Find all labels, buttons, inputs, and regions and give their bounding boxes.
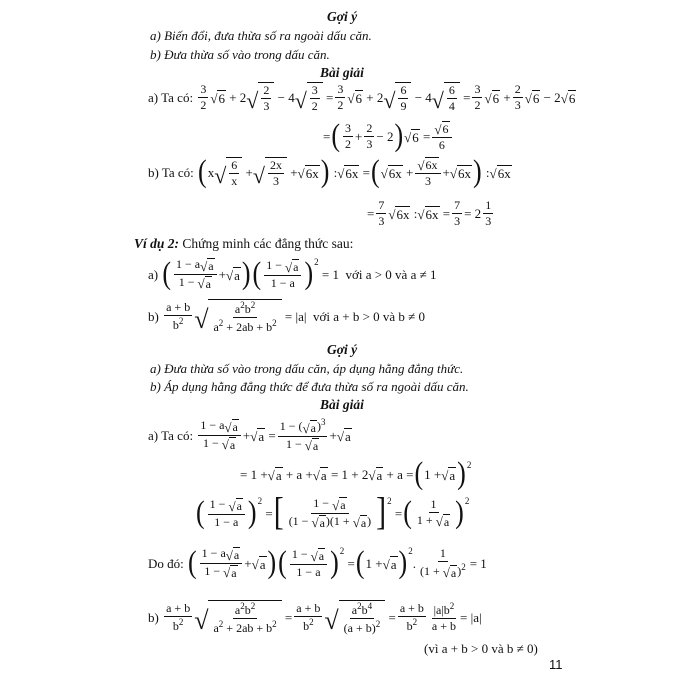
equation-line: = ( 3 2 + 2 3 − 2 ) √ 6 = √ 6 6 (323, 121, 454, 151)
equation-line: = 7 3 √ 6x : √ 6x = 7 3 = 2 1 3 (367, 198, 492, 228)
example-text: Chứng minh các đẳng thức sau: (182, 236, 354, 251)
part-label: a) Ta có: (148, 427, 194, 443)
equation-line: Do đó: ( 1 − a √ a 1 − √ a + √ a ) ( 1 − √ a 1 − a ) $^2$ = ( 1 + √ a ) $^2$ . 1 (1 + √ a )$^2$ = 1 (148, 545, 487, 581)
equation-line: b) Ta có: ( x √ 6 x + √ 2x 3 + √ 6x ) : √ 6x = ( √ 6x + √ 6x 3 + √ 6x ) : √ 6x (148, 154, 511, 189)
part-label: a) (148, 266, 159, 282)
equation-line: ( 1 − √ a 1 − a ) $^2$ = [ 1 − √ a (1 − √ a )(1 + √ a ) ] $^2$ = ( 1 1 + √ a ) $^2$ (196, 490, 470, 534)
hint-b: b) Áp dụng hằng đẳng thức để đưa thừa số ra ngoài dấu căn. (150, 379, 469, 394)
equation-line: = 1 + √ a + a + √ a = 1 + 2 √ a + a = ( 1 + √ a ) $^2$ (240, 456, 472, 491)
hint-title: Gợi ý (327, 342, 358, 357)
part-label: b) (148, 308, 159, 324)
hint-title: Gợi ý (327, 9, 358, 24)
example-label: Ví dụ 2: (134, 236, 180, 251)
part-label: b) Ta có: (148, 164, 194, 180)
final-note: (vì a + b > 0 và b ≠ 0) (424, 641, 538, 656)
equation-line: b) a + b $b^2$ √ $a^2b^2$ $a^2 + 2ab + b^2$ = |a| với a + b > 0 và b ≠ 0 (148, 300, 426, 335)
part-label: b) (148, 609, 159, 625)
equation-line: a) ( 1 − a √ a 1 − √ a + √ a ) ( 1 − √ a 1 − a ) $^2$ = 1 với a > 0 và a ≠ 1 (148, 256, 437, 292)
solution-title: Bài giải (320, 65, 364, 80)
do-do-label: Do đó: (148, 555, 184, 571)
equation-line: b) a + b $b^2$ √ $a^2b^2$ $a^2 + 2ab + b^2$ = a + b $b^2$ √ $a^2b^4$ $(a + b)^2$ = a + b $b^2$ $|a|b^2$ a + b = |a| (148, 601, 482, 636)
hint-a: a) Đưa thừa số vào trong dấu căn, áp dụng hằng đẳng thức. (150, 361, 464, 376)
condition-text: với a + b > 0 và b ≠ 0 (312, 308, 426, 324)
condition-text: với a > 0 và a ≠ 1 (345, 266, 437, 282)
part-label: a) Ta có: (148, 89, 194, 105)
hint-a: a) Biến đổi, đưa thừa số ra ngoài dấu căn. (150, 28, 372, 43)
hint-b: b) Đưa thừa số vào trong dấu căn. (150, 47, 330, 62)
page-number: 11 (549, 657, 563, 672)
equation-line: a) Ta có: 1 − a √ a 1 − √ a + √ a = 1 − ( √ a )$^3$ 1 − √ a + √ a (148, 417, 351, 454)
equation-line: a) Ta có: 3 2 √ 6 + 2 √ 2 3 − 4 √ 3 2 = 3 2 √ 6 + 2 √ 6 9 − 4 √ 6 4 = 3 2 √ 6 + 2 3 √ 6 − 2 √ 6 (148, 82, 576, 114)
solution-title: Bài giải (320, 397, 364, 412)
example-heading (134, 237, 353, 251)
